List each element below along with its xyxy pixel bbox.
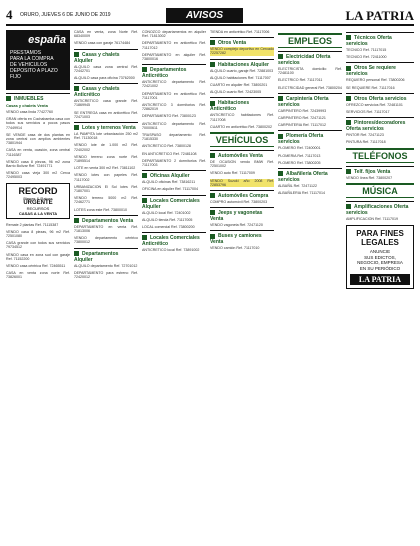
classified-ad: PLOMERIA Ref. 71117013: [278, 153, 321, 158]
classified-ad: DEPARTAMENTO en venta Ref. 71813006: [74, 224, 138, 234]
section-heading-telefonos: TELÉFONOS: [346, 148, 414, 163]
subcategory-heading: Albañilería Oferta servicios: [278, 168, 342, 184]
classified-ad: ANTICRETICO departamento Ref. 70000611: [142, 121, 206, 130]
classified-ad: SERVICIOS Ref. 71117017: [346, 110, 390, 115]
subcategory-heading: Habitaciones Alquiler: [210, 59, 274, 69]
ad-line: CASAS A LA VENTA: [18, 210, 58, 216]
classified-ad: ANTICRETICO Ref. 73800128: [142, 144, 191, 149]
classified-ad: ANTICRETICO departamento Ref. 72421002: [142, 80, 206, 89]
classified-ad: ALQUILO tienda Ref. 71117005: [142, 217, 193, 222]
classified-ad: DEPARTAMENTO Ref. 73800123: [142, 114, 196, 119]
classified-ad: VENDO camión Ref. 71117010: [210, 246, 260, 251]
highlighted-ad: VENDO Suzuki año 2008 Ref. 72853796: [210, 178, 274, 187]
classified-ad: ALQUILO oficinas Ref. 73816211: [142, 180, 196, 185]
classified-ad: CASA en venta, zona Norte Ref. 68340009: [74, 30, 138, 39]
classified-ad: GRAN oferta en Cochabamba casa con todos sus servicios a pocos pasos 77449914: [6, 117, 70, 130]
classified-ad: AMPLIFICACION Ref. 71117019: [346, 216, 398, 221]
ad-brand: LA PATRIA: [350, 274, 410, 285]
ad-line: ANUNCIE: [369, 249, 391, 255]
subcategory-heading: Otros Se requiere servicios: [346, 62, 414, 78]
ad-line: DEPOSITO A PLAZO FIJO: [10, 68, 58, 80]
classified-ad: CASA en venta, ocasión, zona central 71116387: [6, 148, 70, 157]
subcategory-heading: Casas y chalets Anticrético: [74, 83, 138, 99]
ad-line: NEGOCIO, EMPRESA: [357, 260, 403, 266]
classified-ad: PINTURA Ref. 71117018: [346, 140, 386, 145]
classified-ad: VENDO línea Ref. 73800207: [346, 175, 393, 180]
column-6: [346, 30, 414, 538]
classified-ad: TECNICO Ref. 72411000: [346, 55, 387, 60]
classified-ad: VENDO casa con garaje 76174484: [74, 41, 131, 46]
classified-ad: ANTICRETICO habitaciones Ref. 71117008: [210, 113, 274, 122]
classified-ad: VENDO lotes con papeles Ref. 71117002: [74, 173, 138, 182]
classified-ad: OFICINA en alquiler Ref. 71117004: [142, 187, 199, 192]
column-5: [278, 30, 342, 538]
classified-ad: SE REQUIERE Ref. 71117016: [346, 85, 395, 90]
subcategory-heading: Otros Oferta servicios: [346, 93, 414, 103]
classified-ad: ANTICRETICO casa grande Ref. 71869945: [74, 99, 138, 108]
ad-line: DE VEHICULOS: [10, 62, 48, 68]
classified-ad: VENDO vagoneta Ref. 72471120: [210, 223, 263, 228]
classified-ad: TECNICO Ref. 71117015: [346, 48, 387, 52]
subcategory-heading: Pintores/decoradores Oferta servicios: [346, 117, 414, 133]
classified-ad: EN ANTICRETICO Ref. 72481108: [142, 151, 197, 156]
classified-ad: REQUIERO personal Ref. 73800206: [346, 78, 405, 83]
classified-ad: LOCAL comercial Ref. 73800200: [142, 225, 195, 230]
classified-ad: VENDO casa 8 piezas, 96 m2 Ref. 72501080: [6, 229, 70, 239]
classified-ad: DEPARTAMENTO en anticrético Ref. 71117001: [142, 91, 206, 100]
classified-ad: LA PAMPITA lote urbanización 250 m2 Ref. 71130018: [74, 132, 138, 141]
highlighted-ad: VENDO complejo deportivo en Cercado 72257282: [210, 47, 274, 56]
subcategory-heading: Casas y chalets Alquiler: [74, 49, 138, 65]
ad-banco-title: españa: [28, 34, 66, 46]
classified-ad: VENDO casa céntrica Ref. 72465511: [6, 264, 66, 269]
ad-line: RECURSOS: [26, 205, 50, 211]
subcategory-heading: Lotes y terrenos Venta: [74, 122, 138, 132]
classified-ad: PLOMERO Ref. 73800205: [278, 160, 321, 165]
classified-ad: ANTICRETICO 3 dormitorios Ref. 72862019: [142, 103, 206, 112]
newspaper-page: [6, 6, 414, 540]
column-4: [210, 30, 274, 538]
classified-ad: CASA grande con todos sus servicios 79734512: [6, 241, 70, 250]
subcategory-heading: Automóviles Compra: [210, 190, 274, 200]
subcategory-heading: Telf. fijos Venta: [346, 166, 414, 176]
classified-ad: ANTICRETICO local Ref. 73891002: [142, 248, 200, 253]
ad-record: [6, 183, 70, 219]
subcategory-heading: Automóviles Venta: [210, 150, 274, 160]
subcategory-heading: Oficinas Alquiler: [142, 170, 206, 180]
ad-fines-legales-title: PARA FINES LEGALES: [356, 229, 404, 248]
classified-ad: ALBAÑILERIA Ref. 71117014: [278, 191, 326, 196]
classified-ad: CONOZCO departamentos en alquiler Ref. 71813002: [142, 30, 206, 39]
classified-ad: VENDO casa linda 77427760: [6, 110, 53, 114]
classified-ad: TIENDA en anticrético Ref. 71117006: [210, 30, 270, 34]
page-header: [6, 6, 414, 26]
classified-ad: VENDO auto Ref. 71117009: [210, 171, 255, 176]
classified-ad: COMPRO automóvil Ref. 73800203: [210, 200, 268, 205]
classified-ad: DEPARTAMENTO en alquiler Ref. 73800016: [142, 52, 206, 62]
ad-banco: [6, 30, 70, 90]
classified-ad: TRASPASO departamento Ref. 71815330: [142, 133, 206, 142]
ad-line: EN SU PERIÓDICO: [359, 265, 401, 271]
header-date: ORURO, JUEVES 6 DE JUNIO DE 2019: [20, 12, 111, 18]
classified-ad: ALQUILO cuarto Ref. 72423005: [210, 90, 262, 95]
classified-ad: CARPINTERO Ref. 72439993: [278, 108, 327, 113]
ad-line: SUS EDICTOS,: [364, 254, 396, 260]
classified-ad: ALBAÑIL Ref. 72471122: [278, 184, 317, 189]
classified-ad: DEPARTAMENTO en anticrético Ref. 71117012: [142, 41, 206, 50]
subcategory-heading: Otros Venta: [210, 37, 274, 47]
subcategory-heading: Plomería Oferta servicios: [278, 130, 342, 146]
classified-ad: VENDO casa vieja 300 m2 Cerca 72495003: [6, 171, 70, 180]
classified-ad: ELECTRICISTA domicilio Ref. 72481100: [278, 67, 342, 76]
classified-ad: ELECTRICO Ref. 71117011: [278, 78, 323, 83]
classified-ad: DE OCASION vendo BMW Ref. 72501002: [210, 160, 274, 169]
classified-ad: DEPARTAMENTO para estreno Ref. 72420012: [74, 270, 138, 280]
classified-ad: VENDO departamento céntrico 73800012: [74, 236, 138, 245]
classified-ad: URBANIZACION El Sol lotes Ref. 71807001: [74, 184, 138, 194]
classified-ad: ALQUILO casa zona central Ref. 72442701: [74, 64, 138, 73]
classified-ad: CASA en venta zona norte Ref. 73826001: [6, 271, 70, 280]
classified-ad: ALQUILO cuarto, garaje Ref. 72881003: [210, 68, 274, 73]
subcategory-heading: Buses y camiones Venta: [210, 230, 274, 246]
classified-ad: VENDO lote de 1.000 m2 Ref. 72402002: [74, 143, 138, 152]
ad-record-title: RECORD: [18, 185, 58, 196]
classified-ad: CARPINTERO Ref. 72471121: [278, 116, 326, 121]
classified-ad: VENDO casa en zona sud con garaje Ref. 71152200: [6, 252, 70, 261]
ad-line: Bienes & Raices: [23, 195, 53, 201]
category-heading: INMUEBLES: [6, 93, 70, 103]
ad-line: URGENTE: [23, 199, 53, 206]
column-3: [142, 30, 206, 538]
classified-ad: ALQUILO casa para oficina 73762000: [74, 76, 135, 81]
section-heading-vehiculos: VEHÍCULOS: [210, 132, 274, 147]
ad-line: PRESTAMOS: [10, 50, 42, 56]
subcategory-heading: Habitaciones Anticrético: [210, 97, 274, 113]
subcategory-heading: Técnicos Oferta servicios: [346, 32, 414, 48]
classified-ad: PLOMERO Ref. 72400001: [278, 146, 321, 151]
classified-ad: OFREZCO servicios Ref. 72481101: [346, 102, 403, 107]
subcategory-heading: Locales Comerciales Anticrético: [142, 232, 206, 248]
section-heading-musica: MÚSICA: [346, 183, 414, 198]
subcategory-heading: Departamentos Anticrético: [142, 64, 206, 80]
classified-ad: ALQUILO local Ref. 72401002: [142, 210, 191, 215]
subcategory-heading: Casas y chalets Venta: [6, 103, 48, 108]
classified-ad: LOTE en venta 300 m2 Ref. 73811102: [74, 166, 136, 171]
classified-ad: CUARTO en alquiler Ref. 73800201: [210, 83, 268, 88]
classified-ad: SE VENDE casa de dos plantas en zona central con amplios ambientes 73801944: [6, 132, 70, 146]
page-number: 4: [6, 7, 13, 22]
column-1: [6, 30, 70, 538]
subcategory-heading: Carpintería Oferta servicios: [278, 93, 342, 109]
column-2: [74, 30, 138, 538]
classified-ad: PINTOR Ref. 72471123: [346, 133, 384, 138]
subcategory-heading: Amplificaciones Oferta servicios: [346, 201, 414, 217]
subcategory-heading: Departamentos Venta: [74, 215, 138, 225]
section-title: AVISOS: [166, 8, 243, 23]
classified-ad: DEPARTAMENTO 2 dormitorios Ref. 71117003: [142, 158, 206, 168]
classified-ad: ALQUILO habitaciones Ref. 71117007: [210, 75, 271, 80]
classified-ad: SE ENTREGA casa en anticrético Ref. 72471003: [74, 110, 138, 119]
ad-fines-legales: [346, 225, 414, 289]
subcategory-heading: Departamentos Alquiler: [74, 248, 138, 264]
classified-ad: VENDO terreno 5000 m2 Ref. 72462771: [74, 196, 138, 205]
classified-ad: ALQUILO departamento Ref. 72701012: [74, 263, 138, 268]
brand-name: LA PATRIA: [345, 8, 414, 23]
classified-ad: ELECTRICIDAD general Ref. 73800204: [278, 85, 342, 90]
subcategory-heading: Electricidad Oferta servicios: [278, 51, 342, 67]
classified-ad: VENDO terreno zona norte Ref. 71895514: [74, 154, 138, 164]
section-heading-empleos: EMPLEOS: [278, 33, 342, 48]
subcategory-heading: Locales Comerciales Alquiler: [142, 195, 206, 211]
classified-ad: Remate 2 plantas Ref. 71115387: [6, 222, 59, 227]
ad-line: PARA LA COMPRA: [10, 56, 54, 62]
classified-ad: LOTES zona este Ref. 73800010: [74, 207, 127, 212]
classified-ad: VENDO casa 8 piezas, 96 m2 zona Barrio Bolívar Ref. 72491771: [6, 159, 70, 169]
classified-ad: CARPINTERIA Ref. 71117012: [278, 123, 327, 128]
subcategory-heading: Jeeps y vagonetas Venta: [210, 207, 274, 223]
classified-ad: CUARTO en anticrético Ref. 73800202: [210, 124, 272, 129]
